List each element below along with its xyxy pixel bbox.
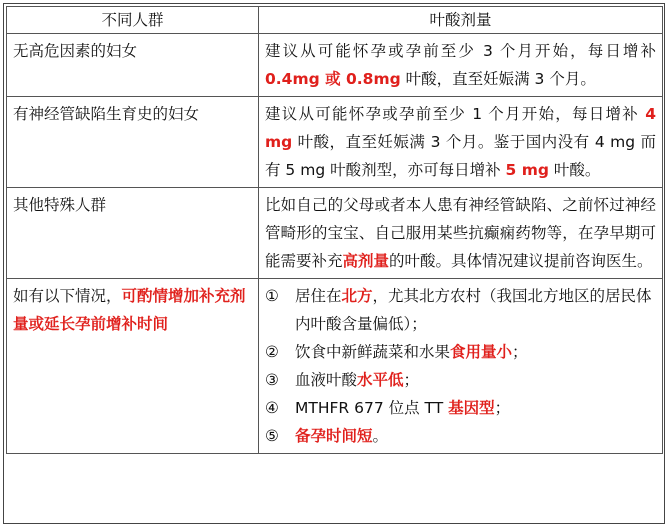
list-item: ⑤ 备孕时间短。 bbox=[265, 422, 656, 450]
group-highlight: 可酌情增加补充剂量或延长孕前增补时间 bbox=[13, 287, 246, 333]
list-number: ⑤ bbox=[265, 427, 279, 445]
folic-acid-dosage-table bbox=[6, 6, 663, 454]
item-highlight: 备孕时间短 bbox=[295, 427, 373, 445]
dose-highlight: 0.4mg 或 0.8mg bbox=[265, 70, 401, 88]
header-dose: 叶酸剂量 bbox=[259, 7, 663, 34]
list-item: ② 饮食中新鲜蔬菜和水果食用量小； bbox=[265, 338, 656, 366]
header-group: 不同人群 bbox=[7, 7, 259, 34]
dose-highlight: 高剂量 bbox=[342, 252, 390, 270]
item-highlight: 基因型 bbox=[448, 399, 495, 417]
group-cell: 其他特殊人群 bbox=[7, 188, 259, 279]
group-cell: 有神经管缺陷生育史的妇女 bbox=[7, 97, 259, 188]
list-item: ① 居住在北方，尤其北方农村（我国北方地区的居民体内叶酸含量偏低）； bbox=[265, 282, 656, 338]
table-row bbox=[7, 188, 663, 279]
item-highlight: 水平低 bbox=[357, 371, 404, 389]
list-number: ① bbox=[265, 287, 279, 305]
list-number: ④ bbox=[265, 399, 279, 417]
dose-highlight: 5 mg bbox=[505, 161, 549, 179]
table-row bbox=[7, 279, 663, 454]
table-row bbox=[7, 34, 663, 97]
list-item: ③ 血液叶酸水平低； bbox=[265, 366, 656, 394]
dose-highlight: 4 mg bbox=[265, 105, 656, 151]
table-header-row bbox=[7, 7, 663, 34]
list-number: ③ bbox=[265, 371, 279, 389]
table-row bbox=[7, 97, 663, 188]
dose-cell: 建议从可能怀孕或孕前至少 3 个月开始，每日增补 0.4mg 或 0.8mg 叶酸，直至妊娠满 3 个月。 bbox=[259, 34, 663, 97]
group-cell: 无高危因素的妇女 bbox=[7, 34, 259, 97]
dose-cell: 比如自己的父母或者本人患有神经管缺陷、之前怀过神经管畸形的宝宝、自己服用某些抗癫痫药物等，在孕早期可能需要补充高剂量的叶酸。具体情况建议提前咨询医生。 bbox=[259, 188, 663, 279]
item-highlight: 北方 bbox=[341, 287, 373, 305]
list-item: ④ MTHFR 677 位点 TT 基因型； bbox=[265, 394, 656, 422]
dose-cell bbox=[259, 279, 663, 454]
list-number: ② bbox=[265, 343, 279, 361]
dose-cell: 建议从可能怀孕或孕前至少 1 个月开始，每日增补 4 mg 叶酸，直至妊娠满 3 个月。鉴于国内没有 4 mg 而有 5 mg 叶酸剂型，亦可每日增补 5 mg 叶酸。 bbox=[259, 97, 663, 188]
group-cell: 如有以下情况，可酌情增加补充剂量或延长孕前增补时间 bbox=[7, 279, 259, 454]
item-highlight: 食用量小 bbox=[450, 343, 513, 361]
